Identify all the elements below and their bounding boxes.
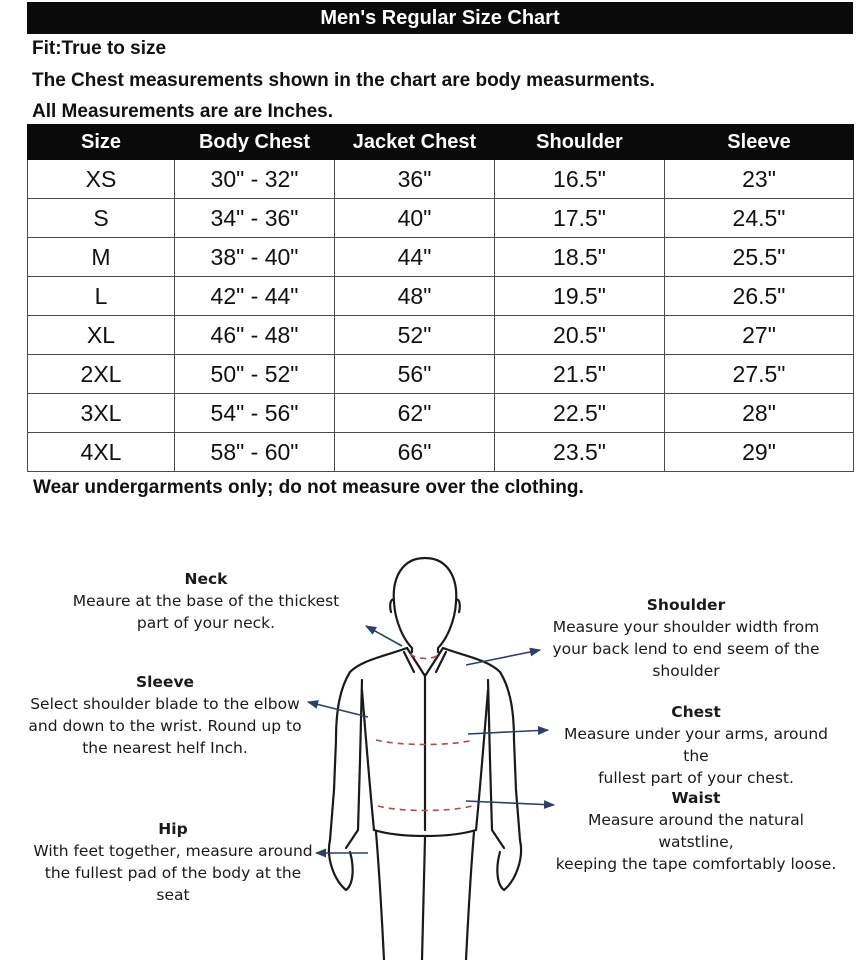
cell-jacket-chest: 66" (335, 433, 495, 472)
cell-jacket-chest: 44" (335, 238, 495, 277)
cell-size: 4XL (28, 433, 175, 472)
chest-note: The Chest measurements shown in the chart are body measurments. (32, 70, 655, 91)
cell-shoulder: 20.5" (495, 316, 665, 355)
cell-size: XS (28, 160, 175, 199)
sleeve-title: Sleeve (135, 673, 195, 691)
cell-sleeve: 27.5" (665, 355, 854, 394)
header-shoulder: Shoulder (495, 125, 665, 160)
cell-sleeve: 25.5" (665, 238, 854, 277)
header-sleeve: Sleeve (665, 125, 854, 160)
cell-size: 3XL (28, 394, 175, 433)
cell-shoulder: 22.5" (495, 394, 665, 433)
shoulder-label (548, 594, 824, 682)
size-table (27, 124, 854, 472)
table-row (28, 199, 854, 238)
neck-label (60, 568, 352, 634)
cell-size: L (28, 277, 175, 316)
cell-sleeve: 24.5" (665, 199, 854, 238)
cell-sleeve: 29" (665, 433, 854, 472)
cell-body-chest: 42" - 44" (175, 277, 335, 316)
cell-shoulder: 23.5" (495, 433, 665, 472)
table-row (28, 355, 854, 394)
cell-body-chest: 58" - 60" (175, 433, 335, 472)
fit-note: Fit:True to size (32, 38, 167, 59)
header-size: Size (28, 125, 175, 160)
sleeve-text: Select shoulder blade to the elbow and down to the wrist. Round up to the nearest helf Inch. (28, 695, 302, 757)
cell-body-chest: 46" - 48" (175, 316, 335, 355)
cell-body-chest: 30" - 32" (175, 160, 335, 199)
cell-sleeve: 28" (665, 394, 854, 433)
cell-jacket-chest: 56" (335, 355, 495, 394)
wear-note: Wear undergarments only; do not measure over the clothing. (33, 477, 584, 498)
table-row (28, 394, 854, 433)
cell-body-chest: 50" - 52" (175, 355, 335, 394)
header-body-chest: Body Chest (175, 125, 335, 160)
table-header-row (28, 125, 854, 160)
cell-sleeve: 27" (665, 316, 854, 355)
cell-sleeve: 23" (665, 160, 854, 199)
cell-shoulder: 19.5" (495, 277, 665, 316)
cell-jacket-chest: 36" (335, 160, 495, 199)
cell-size: M (28, 238, 175, 277)
neck-text: Meaure at the base of the thickest part of your neck. (72, 592, 340, 632)
cell-size: S (28, 199, 175, 238)
cell-jacket-chest: 48" (335, 277, 495, 316)
body-outline-icon (329, 558, 521, 960)
hip-label (28, 818, 318, 906)
chart-title: Men's Regular Size Chart (27, 2, 853, 34)
cell-size: 2XL (28, 355, 175, 394)
sleeve-label (20, 671, 310, 759)
cell-body-chest: 38" - 40" (175, 238, 335, 277)
waist-title: Waist (671, 789, 721, 807)
chest-title: Chest (671, 703, 721, 721)
cell-sleeve: 26.5" (665, 277, 854, 316)
waist-label (552, 787, 840, 875)
table-row (28, 160, 854, 199)
chest-text: Measure under your arms, around the fullest part of your chest. (563, 725, 829, 787)
units-note: All Measurements are are Inches. (32, 101, 333, 122)
cell-body-chest: 34" - 36" (175, 199, 335, 238)
arrow-icons (308, 626, 554, 853)
table-row (28, 238, 854, 277)
cell-size: XL (28, 316, 175, 355)
cell-body-chest: 54" - 56" (175, 394, 335, 433)
chest-label (552, 701, 840, 789)
header-jacket-chest: Jacket Chest (335, 125, 495, 160)
hip-title: Hip (158, 820, 188, 838)
cell-jacket-chest: 52" (335, 316, 495, 355)
waist-text: Measure around the natural watstline, keeping the tape comfortably loose. (555, 811, 837, 873)
cell-shoulder: 16.5" (495, 160, 665, 199)
cell-jacket-chest: 62" (335, 394, 495, 433)
shoulder-text: Measure your shoulder width from your back lend to end seem of the shoulder (552, 618, 820, 680)
cell-shoulder: 21.5" (495, 355, 665, 394)
shoulder-title: Shoulder (646, 596, 726, 614)
cell-jacket-chest: 40" (335, 199, 495, 238)
table-row (28, 277, 854, 316)
hip-text: With feet together, measure around the fullest pad of the body at the seat (33, 842, 313, 904)
neck-title: Neck (184, 570, 228, 588)
cell-shoulder: 18.5" (495, 238, 665, 277)
cell-shoulder: 17.5" (495, 199, 665, 238)
table-row (28, 316, 854, 355)
table-row (28, 433, 854, 472)
